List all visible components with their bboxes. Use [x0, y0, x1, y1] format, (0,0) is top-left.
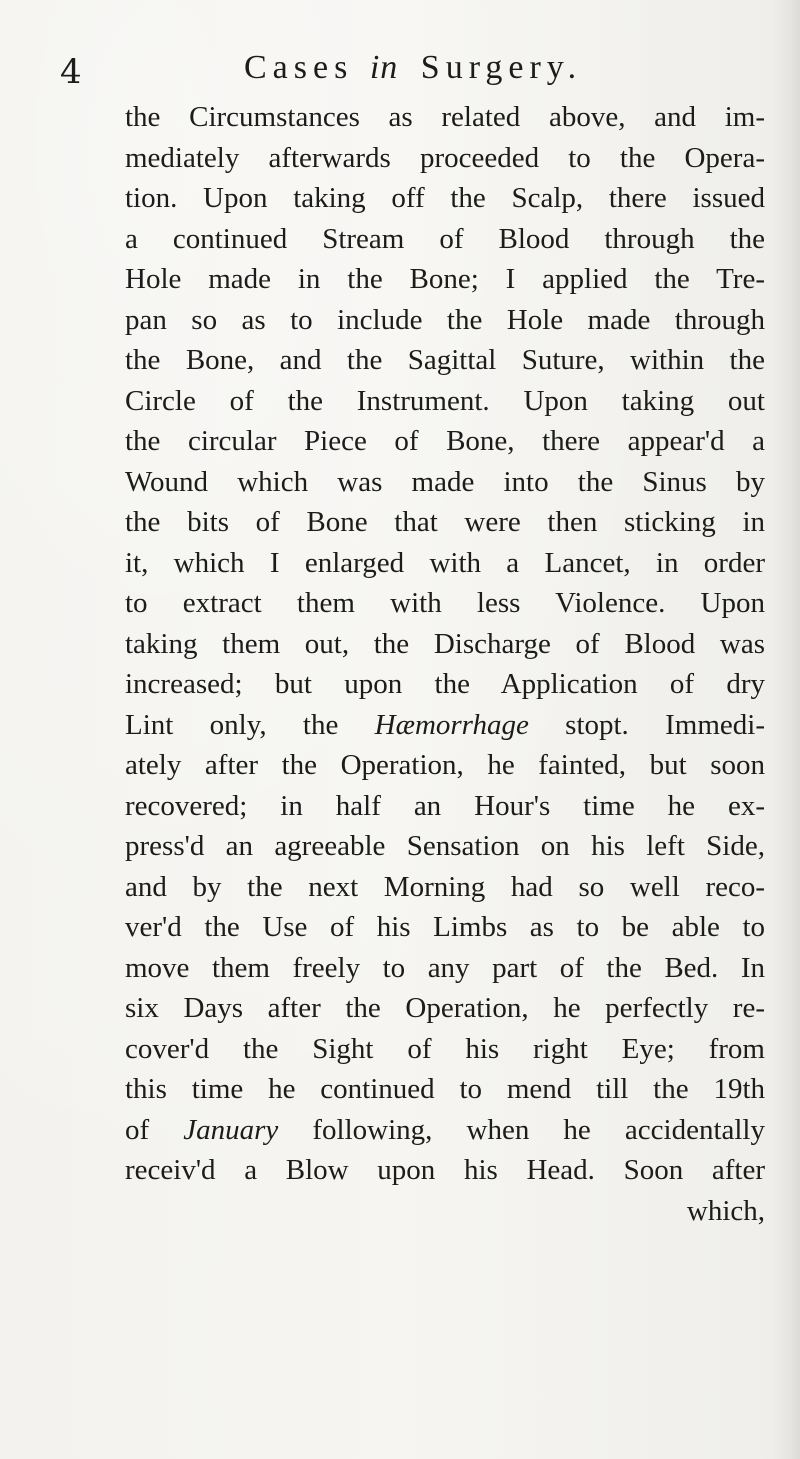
text-line: this time he continued to mend till the 19th [125, 1073, 765, 1105]
italic-term: January [183, 1113, 279, 1146]
body-text [125, 97, 765, 1231]
text-line: the Bone, and the Sagittal Suture, within the [125, 344, 765, 376]
text-line: a continued Stream of Blood through the [125, 222, 765, 255]
italic-term: Hæmorrhage [374, 708, 529, 741]
text-line: the Circumstances as related above, and im- [125, 101, 765, 133]
text-line: six Days after the Operation, he perfectly re- [125, 992, 765, 1024]
text-run: of [125, 1113, 184, 1146]
text-line: ver'd the Use of his Limbs as to be able to [125, 911, 765, 943]
catchword: which, [686, 1194, 765, 1227]
text-run: Lint only, the [125, 708, 375, 741]
page-number: 4 [60, 52, 82, 92]
text-line: to extract them with less Violence. Upon [125, 587, 765, 619]
running-head [244, 48, 582, 88]
text-line: receiv'd a Blow upon his Head. Soon after [125, 1154, 765, 1186]
text-line: taking them out, the Discharge of Blood was [125, 627, 765, 660]
text-line: press'd an agreeable Sensation on his left Side, [125, 830, 765, 862]
text-line: and by the next Morning had so well reco- [125, 870, 765, 903]
running-head-in: in [369, 49, 399, 86]
text-line: recovered; in half an Hour's time he ex- [125, 789, 765, 822]
text-line: Wound which was made into the Sinus by [125, 465, 765, 498]
text-line: pan so as to include the Hole made through [125, 303, 765, 336]
text-run: following, when he accidentally [278, 1113, 765, 1146]
text-line: the bits of Bone that were then sticking in [125, 506, 765, 538]
text-line: tion. Upon taking off the Scalp, there issued [125, 182, 765, 214]
running-head-surgery: Surgery. [420, 49, 583, 86]
text-run: stopt. Immedi- [528, 708, 765, 741]
text-line: ately after the Operation, he fainted, but soon [125, 749, 765, 781]
text-line: cover'd the Sight of his right Eye; from [125, 1032, 765, 1065]
text-line [125, 705, 765, 746]
text-line: it, which I enlarged with a Lancet, in order [125, 546, 765, 579]
text-line: Circle of the Instrument. Upon taking out [125, 384, 765, 417]
text-line: mediately afterwards proceeded to the Opera- [125, 141, 765, 174]
page-edge-shadow [772, 0, 800, 1459]
text-line: increased; but upon the Application of dry [125, 668, 765, 700]
text-line: Hole made in the Bone; I applied the Tre- [125, 263, 765, 295]
text-line [125, 1110, 765, 1151]
text-line: the circular Piece of Bone, there appear'd a [125, 425, 765, 457]
running-head-cases: Cases [244, 49, 354, 86]
text-line: move them freely to any part of the Bed. In [125, 951, 765, 984]
